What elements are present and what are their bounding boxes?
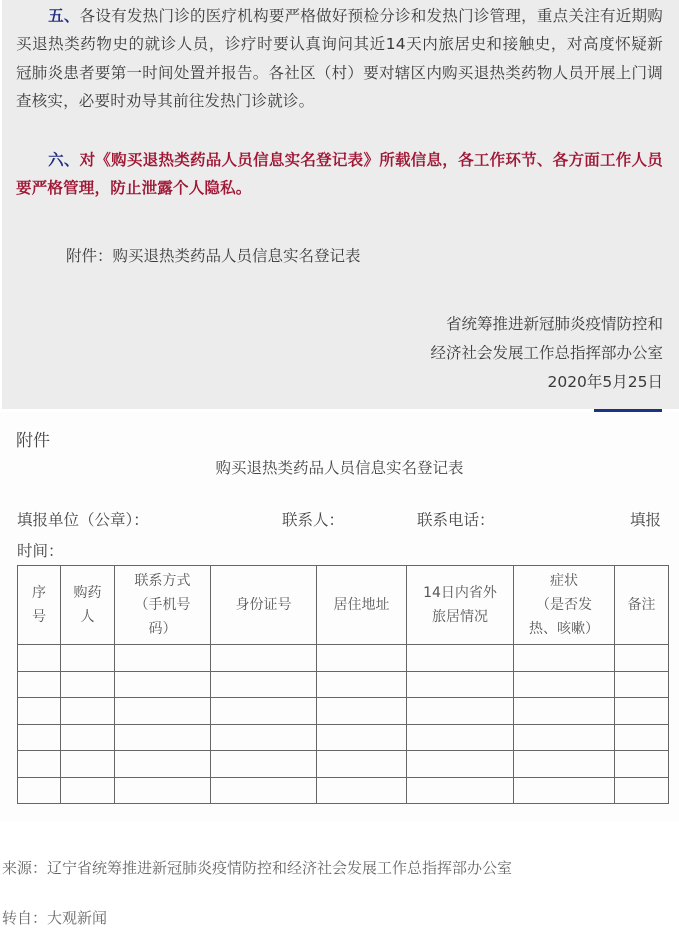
table-header-row [18,566,669,645]
registration-table [17,565,669,804]
header-contact: 联系方式 （手机号 码） [115,566,211,645]
field-fill-time-cont: 时间： [17,542,64,560]
reprint-line: 转自：大观新闻 [2,909,108,927]
field-phone: 联系电话： [417,511,495,529]
form-title: 购买退热类药品人员信息实名登记表 [215,459,464,477]
header-serial: 序 号 [18,566,61,645]
attachment-line: 附件：购买退热类药品人员信息实名登记表 [66,247,361,265]
header-buyer: 购药 人 [61,566,115,645]
paragraph-6-number: 六、 [48,150,80,169]
field-fill-time: 填报 [630,511,662,529]
table-row [18,751,669,778]
header-symptoms: 症状 （是否发 热、咳嗽） [514,566,615,645]
signature-line-1: 省统筹推进新冠肺炎疫情防控和 [445,315,663,333]
header-id-number: 身份证号 [211,566,317,645]
paragraph-5 [16,2,663,116]
signature-line-2: 经济社会发展工作总指挥部办公室 [430,344,663,362]
table-row [18,698,669,725]
table-row [18,645,669,672]
field-unit: 填报单位（公章）： [17,511,149,529]
paragraph-5-text: 各设有发热门诊的医疗机构要严格做好预检分诊和发热门诊管理，重点关注有近期购买退热类药物史的就诊人员，诊疗时要认真询问其近14天内旅居史和接触史，对高度怀疑新冠肺炎患者要第一时间处置并报告。各社区（村）要对辖区内购买退热类药物人员开展上门调查核实，必要时劝导其前往发热门诊就诊。 [16,6,663,110]
paragraph-6 [16,146,663,203]
paragraph-6-text: 对《购买退热类药品人员信息实名登记表》所载信息，各工作环节、各方面工作人员要严格管理，防止泄露个人隐私。 [16,150,663,197]
field-contact-person: 联系人： [282,511,345,529]
table-row [18,671,669,698]
form-attachment-label: 附件 [16,431,50,451]
header-travel: 14日内省外 旅居情况 [407,566,514,645]
signature-date: 2020年5月25日 [547,373,663,391]
table-row [18,724,669,751]
header-remarks: 备注 [615,566,669,645]
table-row [18,777,669,804]
paragraph-5-number: 五、 [48,6,80,25]
source-line: 来源：辽宁省统筹推进新冠肺炎疫情防控和经济社会发展工作总指挥部办公室 [2,859,513,877]
table-body [18,645,669,804]
header-address: 居住地址 [317,566,407,645]
